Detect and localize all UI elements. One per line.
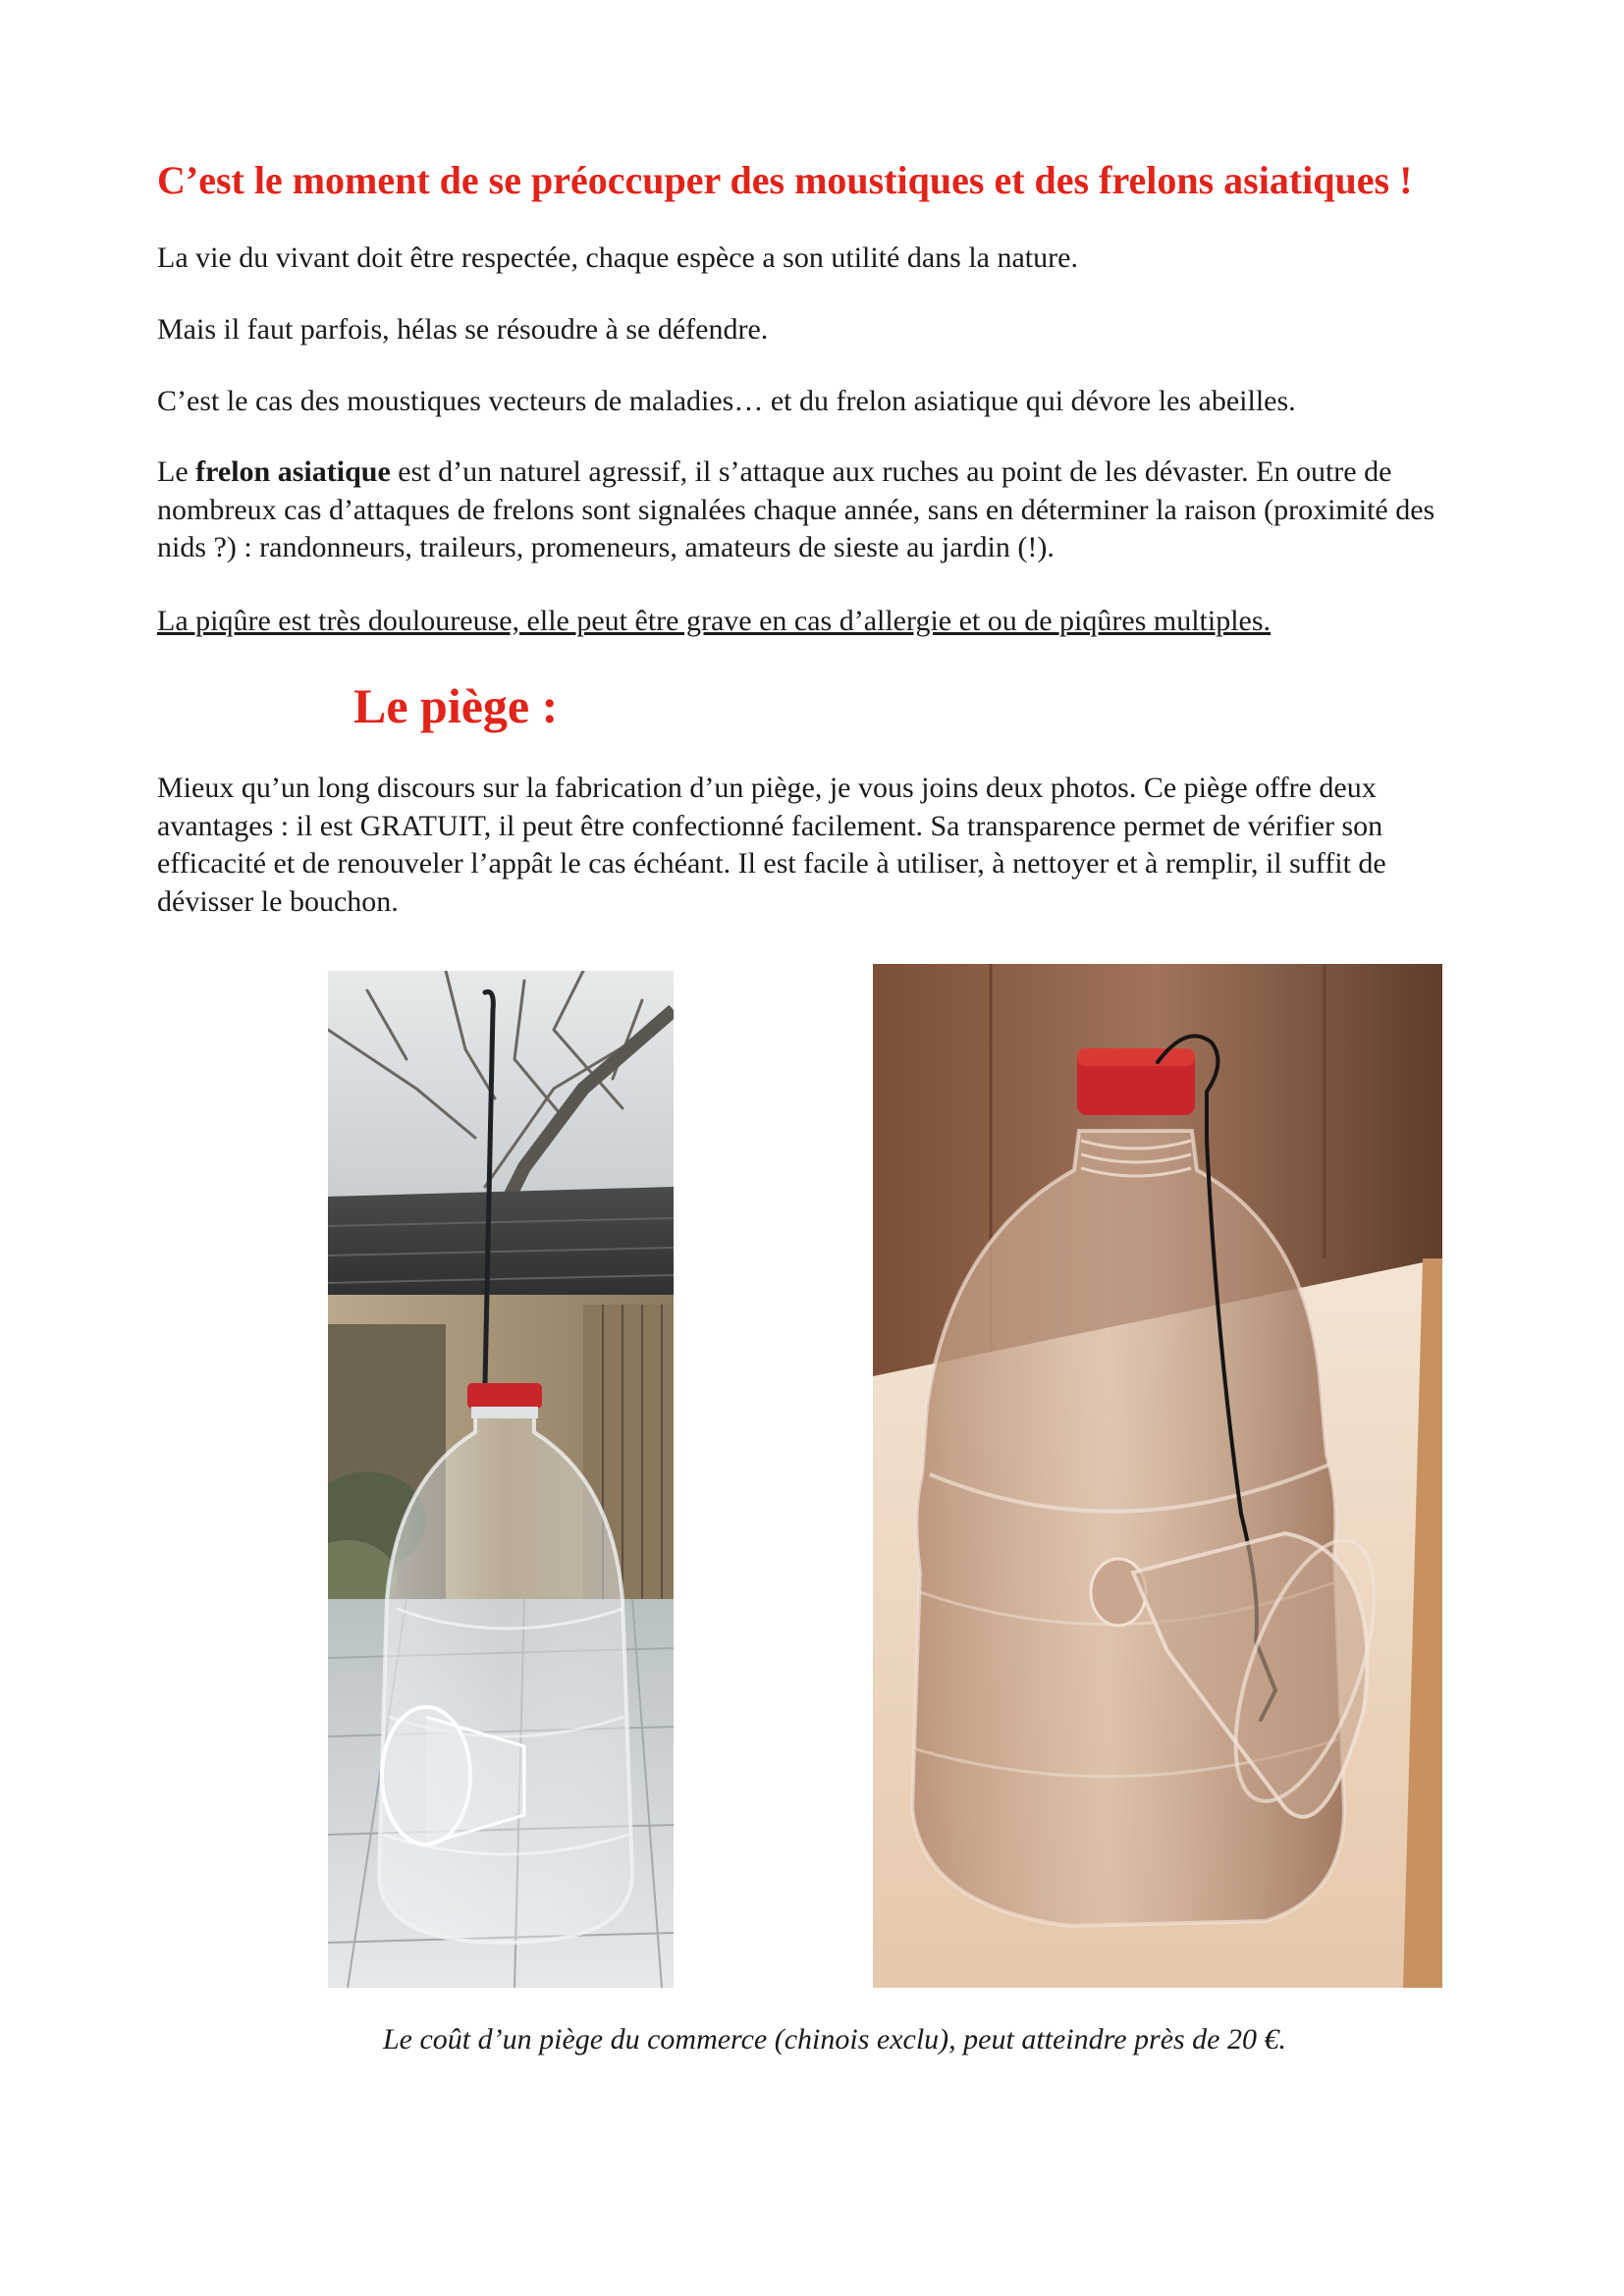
paragraph-sting-warning: La piqûre est très douloureuse, elle peut être grave en cas d’allergie et ou de piqûres multiples. xyxy=(157,605,1272,637)
paragraph-asian-hornet-body: est d’un naturel agressif, il s’attaque aux ruches au point de les dévaster. En outre de nombreux cas d’attaques de frelons sont signalées chaque année, sans en déterminer la raison (proximité des nids ?) : randonneurs, traileurs, promeneurs, amateurs de sieste au jardin (!). xyxy=(157,455,1435,563)
photo-caption: Le coût d’un piège du commerce (chinois exclu), peut atteindre près de 20 €. xyxy=(382,2023,1286,2056)
paragraph-asian-hornet-lead: Le xyxy=(157,455,196,488)
photo-trap-outdoor xyxy=(328,971,674,1988)
paragraph-trap-description: Mieux qu’un long discours sur la fabrication d’un piège, je vous joins deux photos. Ce piège offre deux avantages : il est GRATUIT, il peut être confectionné facilement. Sa transparence permet de vérifier son efficacité et de renouveler l’appât le cas échéant. Il est facile à utiliser, à nettoyer et à remplir, il suffit de dévisser le bouchon. xyxy=(157,772,1386,918)
paragraph-asian-hornet xyxy=(157,454,1473,567)
photo-trap-indoor xyxy=(873,964,1442,1988)
paragraph-mosquitoes-hornets: C’est le cas des moustiques vecteurs de maladies… et du frelon asiatique qui dévore les abeilles. xyxy=(157,385,1296,417)
section-heading-trap: Le piège : xyxy=(353,678,559,733)
paragraph-defense: Mais il faut parfois, hélas se résoudre à se défendre. xyxy=(157,313,769,346)
asian-hornet-bold-term: frelon asiatique xyxy=(195,455,391,488)
page-title: C’est le moment de se préoccuper des moustiques et des frelons asiatiques ! xyxy=(157,158,1413,202)
paragraph-intro: La vie du vivant doit être respectée, chaque espèce a son utilité dans la nature. xyxy=(157,241,1078,274)
